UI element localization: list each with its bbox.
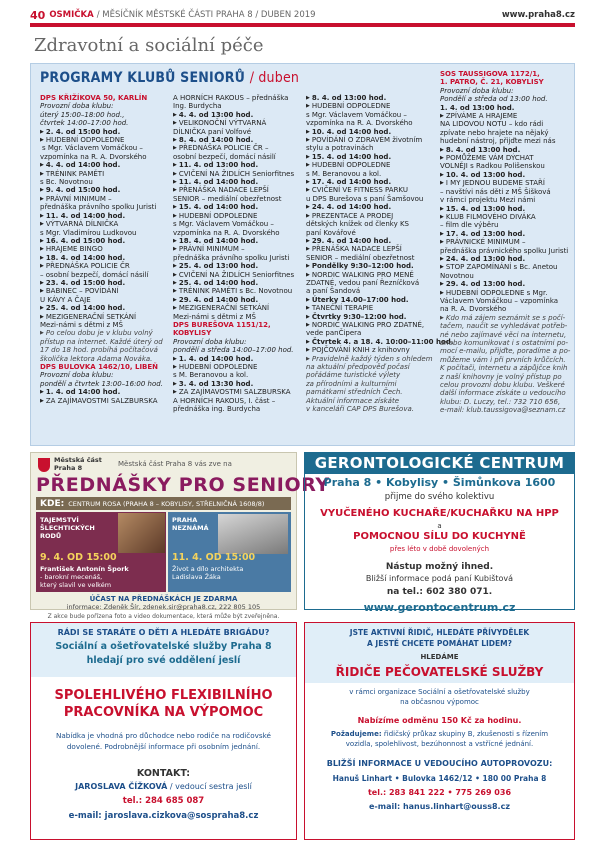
geronto-start: Nástup možný ihned. xyxy=(385,562,494,572)
left-desc-3: který slavil ve velkém xyxy=(40,581,112,589)
program-line: NA LIDOVOU NOTU – kdo rádi xyxy=(440,120,544,129)
program-line: ▶ 15. 4. od 14:00 hod. xyxy=(173,203,301,211)
program-line: ▶ VÝTVARNÁ DÍLNIČKA xyxy=(40,220,168,228)
program-line: za přírodními a kulturními xyxy=(306,379,397,388)
lectures-where xyxy=(36,497,291,510)
program-line: U KÁVY A ČAJE xyxy=(40,295,91,304)
program-line: ▶ 10. 4. od 13:00 hod. xyxy=(440,171,572,179)
lectures-info: informace: Zdeněk Šír, zdenek.sir@praha8.cz, 222 805 105 xyxy=(66,603,261,611)
driver-req1 xyxy=(304,730,575,738)
lectures-free: ÚČAST NA PŘEDNÁŠKÁCH JE ZDARMA xyxy=(89,595,238,603)
where-value: CENTRUM ROSA (PRAHA 8 – KOBYLISY, STŘELNIČNÁ 1608/8) xyxy=(68,499,265,508)
program-column-1 xyxy=(40,94,168,405)
program-line: v rámci projektu Mezi námi xyxy=(440,196,536,205)
program-line: ▶ 1. 4. od 14:00 hod. xyxy=(40,388,168,396)
program-line: DPS BULOVKA 1462/10, LIBEŇ xyxy=(40,363,159,371)
program-line: 1. 4. od 13:00 hod. xyxy=(440,103,515,112)
program-line: ▶ PŘENÁŠKA NADACE LEPŠÍ xyxy=(306,245,434,253)
lectures-org xyxy=(54,456,102,472)
program-line: ▶ PRÁVNÍ MINIMUM – xyxy=(173,245,301,253)
program-line: s Mgr. Václavem Vomáčkou – xyxy=(306,110,407,119)
nursery-big1: SPOLEHLIVÉHO FLEXIBILNÍHO xyxy=(54,688,273,703)
program-line: ▶ 16. 4. od 15:00 hod. xyxy=(40,237,168,245)
program-line: A HORNÍCH RAKOUS – přednáška xyxy=(173,94,289,102)
page-header xyxy=(30,8,575,22)
program-line: ▶ BABINEC – POVÍDÁNÍ xyxy=(40,287,168,295)
programs-month: / duben xyxy=(249,70,300,86)
program-line: ▶ HUDEBNÍ ODPOLEDNE xyxy=(40,136,168,144)
driver-seek: HLEDÁME xyxy=(420,653,459,661)
building-image xyxy=(218,514,288,554)
program-line: SENIOR – mediální obezřetnost xyxy=(173,194,282,203)
program-line: ▶ PREZENTACE A PRODEJ xyxy=(306,212,434,220)
right-topic-2: NEZNÁMÁ xyxy=(172,524,209,532)
program-line: s Bc. Novotnou xyxy=(40,178,93,187)
program-line: na aktuální předpověď počasí xyxy=(306,363,410,371)
program-line: s Mgr. Vladimírou Ludkovou xyxy=(40,228,137,237)
program-line: ▶ 8. 4. od 13:00 hod. xyxy=(440,146,572,154)
program-line: ▶ Čtvrtek 4. a 18. 4. 10:00–11:00 hod. xyxy=(306,338,434,346)
nursery-email[interactable]: e-mail: jaroslava.cizkova@sospraha8.cz xyxy=(68,811,259,821)
geronto-web[interactable]: www.gerontocentrum.cz xyxy=(363,601,516,614)
program-line: DPS BUREŠOVA 1151/12, xyxy=(173,320,271,329)
program-line: ▶ Čtvrtky 9:30–12:00 hod. xyxy=(306,313,434,321)
program-line: ▶ 15. 4. od 14:00 hod. xyxy=(306,153,434,161)
right-desc-1: Život a dílo architekta xyxy=(172,565,244,573)
program-line: přednáška právního spolku Juristi xyxy=(173,253,290,262)
program-line: ▶ ZA ZAJÍMAVOSTMI SALZBURSKA xyxy=(40,397,168,405)
program-line: ▶ PŘEDNÁŠKA POLICIE ČR – xyxy=(173,144,301,152)
program-line: ▶ PŘENÁŠKA NADACE LEPŠÍ xyxy=(173,186,301,194)
program-line: ▶ 10. 4. od 14:00 hod. xyxy=(306,128,434,136)
program-line: vzpomínka na R. A. Dvorského xyxy=(40,152,147,161)
program-line: s Mgr. Václavem Vomáčkou – xyxy=(42,144,143,153)
website-link[interactable]: www.praha8.cz xyxy=(501,10,575,20)
left-topic-3: RODŮ xyxy=(40,532,62,540)
program-line: zpívate nebo hrajete na nějaký xyxy=(440,128,549,137)
program-line: stylu a potravinách xyxy=(306,144,374,153)
nursery-role: / vedoucí sestra jeslí xyxy=(169,782,252,791)
program-line: KOBYLISY xyxy=(173,329,212,338)
driver-req-label: Požadujeme: xyxy=(330,730,382,738)
driver-name: Hanuš Linhart • Bulovka 1462/12 • 180 00 Praha 8 xyxy=(332,774,547,783)
program-line: přednáška právního spolku Juristi xyxy=(40,203,157,212)
program-line: SOS TAUSSIGOVA 1172/1, xyxy=(440,70,540,78)
program-line: přístup na internet. Každé úterý od xyxy=(40,337,163,346)
program-line: ▶ HUDEBNÍ ODPOLEDNE xyxy=(306,161,434,169)
program-line: ▶ HRAJEME BINGO xyxy=(40,245,168,253)
program-line: ▶ 1. 4. od 14:00 hod. xyxy=(173,355,301,363)
program-line: DÍLNIČKA paní Volfové xyxy=(173,127,252,136)
geronto-job2: POMOCNOU SÍLU DO KUCHYNĚ xyxy=(353,531,526,542)
program-line: ▶ CVIČENÍ VE FITNESS PARKU xyxy=(306,186,434,194)
program-line: ▶ 11. 4. od 13:00 hod. xyxy=(173,161,301,169)
program-line: ▶ TRÉNINK PAMĚTI xyxy=(40,170,168,178)
program-line: ▶ POJČOVÁNÍ KNIH z knihovny xyxy=(306,346,434,354)
geronto-job1: VYUČENÉHO KUCHAŘE/KUCHAŘKU NA HPP xyxy=(320,508,559,519)
lecture-left-date: 9. 4. OD 15:00 xyxy=(40,552,117,563)
program-line: SENIOR – mediální obezřetnost xyxy=(306,253,415,262)
program-line: ▶ 3. 4. od 13:30 hod. xyxy=(173,380,301,388)
program-line: paní Kovářové xyxy=(306,228,356,237)
nursery-tel: tel.: 284 685 087 xyxy=(122,796,205,806)
program-line: VOLNĚJI s Radkou Polišenskou xyxy=(440,162,545,171)
driver-req1-text: řidičský průkaz skupiny B, zkušenosti s řízením xyxy=(383,730,549,738)
program-line: 1. PATRO, Č. 21, KOBYLISY xyxy=(440,78,544,87)
program-line: Mezi-námi s dětmi z MŠ xyxy=(40,320,123,329)
nursery-contact: KONTAKT: xyxy=(136,768,191,779)
program-line: ▶ VELIKONOČNÍ VÝTVARNÁ xyxy=(173,119,301,127)
program-line: né nebo zajímavé věci na internetu, xyxy=(440,330,567,339)
program-line: ▶ Kdo má zájem seznámit se s počí- xyxy=(440,314,572,322)
program-line: ▶ 4. 4. od 14:00 hod. xyxy=(40,161,168,169)
left-topic-2: ŠLECHTICKÝCH xyxy=(40,524,95,532)
program-line: ▶ TANEČNÍ TERAPIE xyxy=(306,304,434,312)
driver-p1: v rámci organizace Sociální a ošetřovatelské služby xyxy=(349,688,530,696)
program-column-3 xyxy=(306,94,454,414)
nursery-p2: dovolené. Podrobnější informace při osobním jednání. xyxy=(66,742,261,751)
program-line: ▶ Úterky 14.00–17:00 hod. xyxy=(306,296,434,304)
driver-more: BLIŽŠÍ INFORMACE U VEDOUCÍHO AUTOPROVOZU: xyxy=(326,759,553,768)
program-line: Provozní doba klubu: xyxy=(440,86,514,95)
program-column-2 xyxy=(173,94,301,413)
geronto-accepts: přijme do svého kolektivu xyxy=(384,492,495,502)
program-line: čtvrtek 14:00–17:00 hod. xyxy=(40,119,129,128)
program-line: K počítači, internetu a zápůjčce knih xyxy=(440,364,568,373)
prague8-crest-icon xyxy=(38,458,50,472)
program-line: ▶ CVIČENÍ NA ŽIDLÍCH Seniorfitnes xyxy=(173,170,301,178)
driver-email[interactable]: e-mail: hanus.linhart@ouss8.cz xyxy=(369,802,510,811)
program-line: a paní Šandová xyxy=(306,287,361,296)
left-desc-2: - barokní mecenáš, xyxy=(40,573,103,581)
page-number: 40 xyxy=(30,8,46,22)
program-line: – osobní bezpečí, domácí násilí xyxy=(40,270,149,279)
program-line: ▶ NORDIC WALKING PRO MENĚ xyxy=(306,271,434,279)
program-line: – film dle výběru xyxy=(440,221,499,230)
program-line: 17 do 18 hod. probíhá počítačová xyxy=(40,346,158,355)
lectures-title: PŘEDNÁŠKY PRO SENIORY xyxy=(36,474,330,496)
program-line: ▶ HUDEBNÍ ODPOLEDNE s Mgr. xyxy=(440,289,572,297)
program-line: další informace získáte u vedoucího xyxy=(440,389,566,398)
driver-req2: vozidla, spolehlivost, bezúhonnost a vstřícné jednání. xyxy=(345,740,534,748)
lecture-right-topic xyxy=(172,516,209,532)
driver-q1: JSTE AKTIVNÍ ŘIDIČ, HLEDÁTE PŘÍVYDĚLEK xyxy=(349,628,530,637)
program-line: úterý 15:00–18:00 hod., xyxy=(40,110,125,119)
program-line: v kanceláři CAP DPS Burešova. xyxy=(306,405,414,414)
program-line: ▶ 17. 4. od 13:00 hod. xyxy=(440,230,572,238)
geronto-and: a xyxy=(437,522,442,530)
program-line: ▶ 2. 4. od 15:00 hod. xyxy=(40,128,168,136)
header-rule xyxy=(30,23,575,27)
program-line: ▶ I MY JEDNOU BUDEME STAŘÍ xyxy=(440,179,572,187)
program-line: klubu: D. Luczy, tel.: 732 710 656, xyxy=(440,397,561,406)
program-line: ▶ Po celou dobu je v klubu volný xyxy=(40,329,168,337)
program-line: ▶ ZA ZAJÍMAVOSTMI SALZBURSKA xyxy=(173,388,301,396)
program-line: ▶ KLUB FILMOVÉHO DIVÁKA xyxy=(440,213,572,221)
driver-offer: Nabízíme odměnu 150 Kč za hodinu. xyxy=(357,716,522,725)
program-line: ▶ NORDIC WALKING PRO ZDATNÉ, xyxy=(306,321,434,329)
program-line: u DPS Burešova s paní Šamšovou xyxy=(306,194,424,203)
program-line: ▶ 25. 4. od 14:00 hod. xyxy=(40,304,168,312)
program-line: ▶ 23. 4. od 15:00 hod. xyxy=(40,279,168,287)
program-line: ▶ 4. 4. od 13:00 hod. xyxy=(173,111,301,119)
program-line: anebo komunikovat i s ostatními po- xyxy=(440,339,569,347)
program-line: ▶ 8. 4. od 14:00 hod. xyxy=(173,136,301,144)
program-line: dětských knížek od členky KS xyxy=(306,220,409,229)
program-line: ▶ PŘEDNÁŠKA POLICIE ČR xyxy=(40,262,168,270)
magazine-brand: OSMIČKA xyxy=(49,10,94,20)
program-line: ▶ ZPÍVÁME A HRAJEME xyxy=(440,112,572,120)
lectures-invite: Městská část Praha 8 vás zve na xyxy=(118,460,232,468)
nursery-sub1: Sociální a ošetřovatelské služby Praha 8 xyxy=(55,641,272,652)
program-line: osobní bezpečí, domácí násilí xyxy=(173,152,276,161)
section-title: Zdravotní a sociální péče xyxy=(34,35,264,56)
program-line: ▶ 25. 4. od 14:00 hod. xyxy=(173,279,301,287)
program-line: Pondělí a středa od 13:00 hod. xyxy=(440,95,548,104)
program-line: ▶ 11. 4. od 14:00 hod. xyxy=(173,178,301,186)
program-line: Novotnou xyxy=(440,271,474,280)
program-line: Provozní doba klubu: xyxy=(40,371,114,380)
program-line: s M. Beranovou a kol. xyxy=(306,169,382,178)
program-column-4 xyxy=(440,70,572,415)
nursery-sub2: hledají pro své oddělení jeslí xyxy=(86,655,241,666)
program-line: Aktuální informace získáte xyxy=(306,396,400,405)
program-line: ▶ 11. 4. od 14:00 hod. xyxy=(40,212,168,220)
program-line: pořádáme turistické výlety xyxy=(306,371,401,380)
program-line: z naší knihovny je volný přístup po xyxy=(440,372,562,381)
lecture-right-desc xyxy=(172,565,243,581)
nursery-big2: PRACOVNÍKA NA VÝPOMOC xyxy=(63,705,264,720)
program-line: ▶ 24. 4. od 14:00 hod. xyxy=(306,203,434,211)
program-line: přednáška ing. Burdycha xyxy=(173,405,261,414)
driver-big: ŘIDIČE PEČOVATELSKÉ SLUŽBY xyxy=(335,665,544,679)
left-desc-1: František Antonín Špork xyxy=(40,565,129,573)
program-line: Provozní doba klubu: xyxy=(40,102,114,111)
program-line: Provozní doba klubu: xyxy=(173,337,247,346)
program-line: DPS KŘIŽÍKOVA 50, KARLÍN xyxy=(40,94,148,102)
program-line: ▶ TRÉNINK PAMĚTI s Bc. Novotnou xyxy=(173,287,301,295)
program-line: ▶ HUDEBNÍ ODPOLEDNE xyxy=(306,102,434,110)
geronto-job2-note: přes léto v době dovolených xyxy=(389,545,490,553)
program-line: ▶ 17. 4. od 14:00 hod. xyxy=(306,178,434,186)
program-line: ZDATNÉ, vedou paní Řezníčková xyxy=(306,278,420,287)
org-line-1: Městská část xyxy=(54,456,102,464)
program-line: vzpomínka na R. A. Dvorského xyxy=(173,228,280,237)
program-line: ▶ PRÁVNÍ MINIMUM – xyxy=(40,195,168,203)
issue-label: / MĚSÍČNÍK MĚSTSKÉ ČÁSTI PRAHA 8 / DUBEN 2019 xyxy=(96,10,316,20)
program-line: tačem, naučit se vyhledávat potřeb- xyxy=(440,322,568,331)
program-line: ▶ 25. 4. od 13:00 hod. xyxy=(173,262,301,270)
program-line: školička lektora Adama Nováka. xyxy=(40,354,153,363)
program-line: ▶ Pondělky 9:30–12:00 hod. xyxy=(306,262,434,270)
driver-p2: na občasnou výpomoc xyxy=(400,698,479,706)
program-line: památkami středních Čech. xyxy=(306,388,403,397)
program-line: A HORNÍCH RAKOUS, I. část – xyxy=(173,396,276,405)
program-line: hudební nástroj, přijďte mezi nás xyxy=(440,137,556,146)
program-line: ▶ 29. 4. od 14:00 hod. xyxy=(173,296,301,304)
nursery-name: JAROSLAVA ČÍŽKOVÁ xyxy=(75,782,168,791)
driver-q2: A JESTĚ CHCETE POMÁHAT LIDEM? xyxy=(367,639,512,648)
nursery-person xyxy=(30,782,297,791)
program-line: pondělí a středa 14:00–17:00 hod. xyxy=(173,346,294,355)
program-line: Ing. Burdycha xyxy=(173,102,222,111)
lectures-note: Z akce bude pořízena foto a video dokumentace, která může být zveřejněna. xyxy=(47,613,280,620)
program-line: ▶ 18. 4. od 14:00 hod. xyxy=(40,254,168,262)
program-line: ▶ POVÍDÁNÍ O ZDRAVÉM životním xyxy=(306,136,434,144)
geronto-address: Praha 8 • Kobylisy • Šimůnkova 1600 xyxy=(323,476,556,489)
program-line: ▶ HUDEBNÍ ODPOLEDNE xyxy=(173,212,301,220)
lecture-left-topic xyxy=(40,516,95,540)
program-line: mocí e-mailu, přijďte, poradíme a po- xyxy=(440,347,571,356)
geronto-info: Bližší informace podá paní Kubištová xyxy=(365,574,514,583)
nursery-question: RÁDI SE STARÁTE O DĚTI A HLEDÁTE BRIGÁDU? xyxy=(57,628,270,637)
program-line: s M. Beranovou a kol. xyxy=(173,371,249,380)
program-line: s Mgr. Václavem Vomáčkou – xyxy=(173,220,274,229)
programs-title-text: PROGRAMY KLUBŮ SENIORŮ xyxy=(40,70,246,86)
program-line: Václavem Vomáčkou – vzpomínka xyxy=(440,296,559,305)
programs-title xyxy=(40,70,299,86)
where-label: KDE: xyxy=(40,498,65,509)
right-desc-2: Ladislava Žáka xyxy=(172,573,221,581)
lecture-left-desc xyxy=(40,565,129,589)
program-line: ▶ HUDEBNÍ ODPOLEDNE xyxy=(173,363,301,371)
program-line: ▶ 9. 4. od 15:00 hod. xyxy=(40,186,168,194)
program-line: ▶ POMŮŽEME VÁM DÝCHAT xyxy=(440,154,572,162)
program-line: ▶ CVIČENÍ NA ŽIDLÍCH Seniorfitnes xyxy=(173,271,301,279)
nursery-p1: Nabídka je vhodná pro důchodce nebo rodiče na rodičovské xyxy=(56,731,271,740)
program-line: ▶ MEZIGENERAČNÍ SETKÁNÍ xyxy=(173,304,301,312)
program-line: ▶ STOP ZAPOMÍNÁNÍ s Bc. Anetou xyxy=(440,263,572,271)
program-line: celou provozní dobu klubu. Veškeré xyxy=(440,381,565,390)
program-line: – navštívi nás děti z MŠ Šišková xyxy=(440,187,551,196)
program-line: můžeme vám i při prvních krůčcích. xyxy=(440,355,566,364)
program-line: ▶ 29. 4. od 13:00 hod. xyxy=(440,280,572,288)
program-line: ▶ 29. 4. od 14:00 hod. xyxy=(306,237,434,245)
org-line-2: Praha 8 xyxy=(54,464,83,472)
program-line: ▶ 24. 4. od 13:00 hod. xyxy=(440,255,572,263)
left-topic-1: TAJEMSTVÍ xyxy=(40,516,79,524)
program-line: vzpomínka na R. A. Dvorského xyxy=(306,119,413,128)
program-line: e-mail: klub.taussigova@seznam.cz xyxy=(440,406,566,415)
program-line: na R. A. Dvorského xyxy=(440,305,507,314)
program-line: ▶ Pravidelně každý týden s ohledem xyxy=(306,355,434,363)
geronto-tel: na tel.: 602 380 071. xyxy=(386,587,493,597)
program-line: přednáška právnického spolku Juristi xyxy=(440,246,569,255)
program-line: Mezi-námi s dětmi z MŠ xyxy=(173,312,256,321)
program-line: ▶ 15. 4. od 13:00 hod. xyxy=(440,205,572,213)
program-line: ▶ 8. 4. od 13:00 hod. xyxy=(306,94,434,102)
right-topic-1: PRAHA xyxy=(172,516,198,524)
program-line: vede panČipera xyxy=(306,329,362,338)
program-line: pondělí a čtvrtek 13:00–16:00 hod. xyxy=(40,379,163,388)
portrait-image xyxy=(118,513,165,553)
lecture-right-date: 11. 4. OD 15:00 xyxy=(172,552,256,563)
program-line: ▶ PRÁVNICKÉ MINIMUM – xyxy=(440,238,572,246)
driver-tel: tel.: 283 841 222 • 775 269 036 xyxy=(367,788,512,797)
geronto-title: GERONTOLOGICKÉ CENTRUM xyxy=(304,452,575,474)
program-line: ▶ 18. 4. od 14:00 hod. xyxy=(173,237,301,245)
program-line: ▶ MEZIGENERAČNÍ SETKÁNÍ xyxy=(40,313,168,321)
